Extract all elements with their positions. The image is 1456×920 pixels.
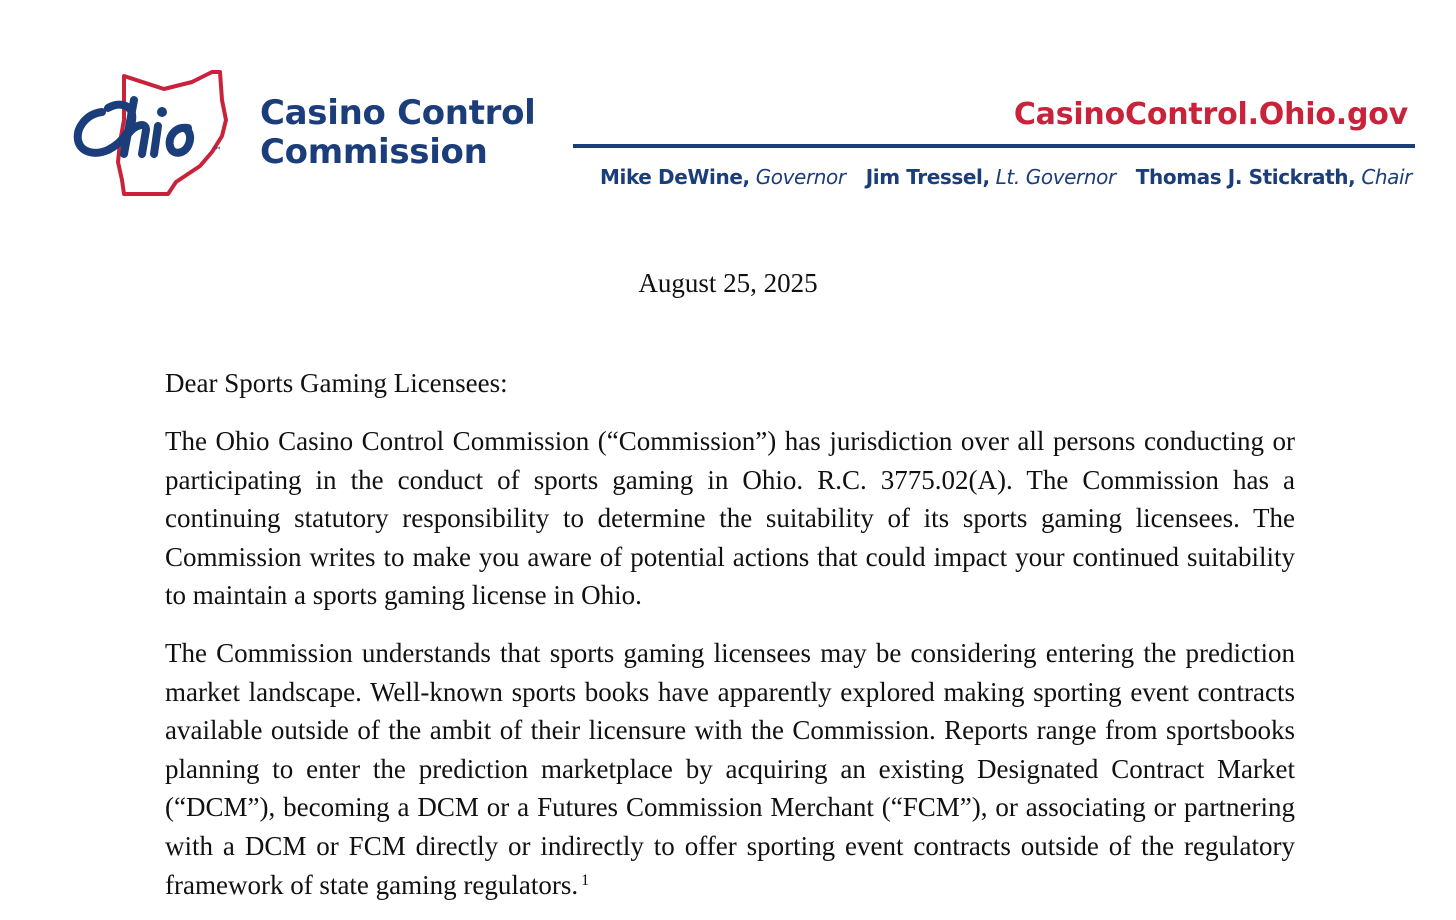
official-governor [600,165,852,189]
officials-line [600,165,1412,189]
agency-name-line2: Commission [260,132,488,172]
header-divider [573,144,1415,148]
official-chair [1136,165,1412,189]
official-role: Governor [755,165,846,189]
official-lt-governor [866,165,1122,189]
paragraph-text: The Commission understands that sports gaming licensees may be considering entering the prediction market landscape. Well-known sports books have apparently explored making sporting event contracts available outside of the ambit of their licensure with the Commission. Reports range from sportsbooks planning to enter the prediction marketplace by acquiring an existing Designated Contract Market (“DCM”), becoming a DCM or a Futures Commission Merchant (“FCM”), or associating or partnering with a DCM or FCM directly or indirectly to offer sporting event contracts outside of the regulatory framework of state gaming regulators. [165,638,1295,900]
website-link[interactable]: CasinoControl.Ohio.gov [1013,97,1408,132]
i-dot [157,107,167,117]
paragraph-prediction-markets [165,634,1295,904]
official-name: Thomas J. Stickrath, [1135,165,1356,189]
official-name: Jim Tressel, [865,165,990,189]
letter-date: August 25, 2025 [638,268,818,298]
official-role: Lt. Governor [995,165,1116,189]
agency-name-line1: Casino Control [260,93,536,133]
paragraph-jurisdiction: The Ohio Casino Control Commission (“Commission”) has jurisdiction over all persons conducting or participating in the conduct of sports gaming in Ohio. R.C. 3775.02(A). The Commission has a continuing statutory responsibility to determine the suitability of its sports gaming licensees. The Commission writes to make you aware of potential actions that could impact your continued suitability to maintain a sports gaming license in Ohio. [165,426,1295,611]
ohio-logo [72,70,237,198]
salutation: Dear Sports Gaming Licensees: [165,368,508,398]
logo-trademark: ™ [212,146,222,157]
footnote-marker[interactable]: 1 [581,871,590,889]
official-role: Chair [1361,165,1412,189]
official-name: Mike DeWine, [599,165,750,189]
agency-name [260,94,536,172]
